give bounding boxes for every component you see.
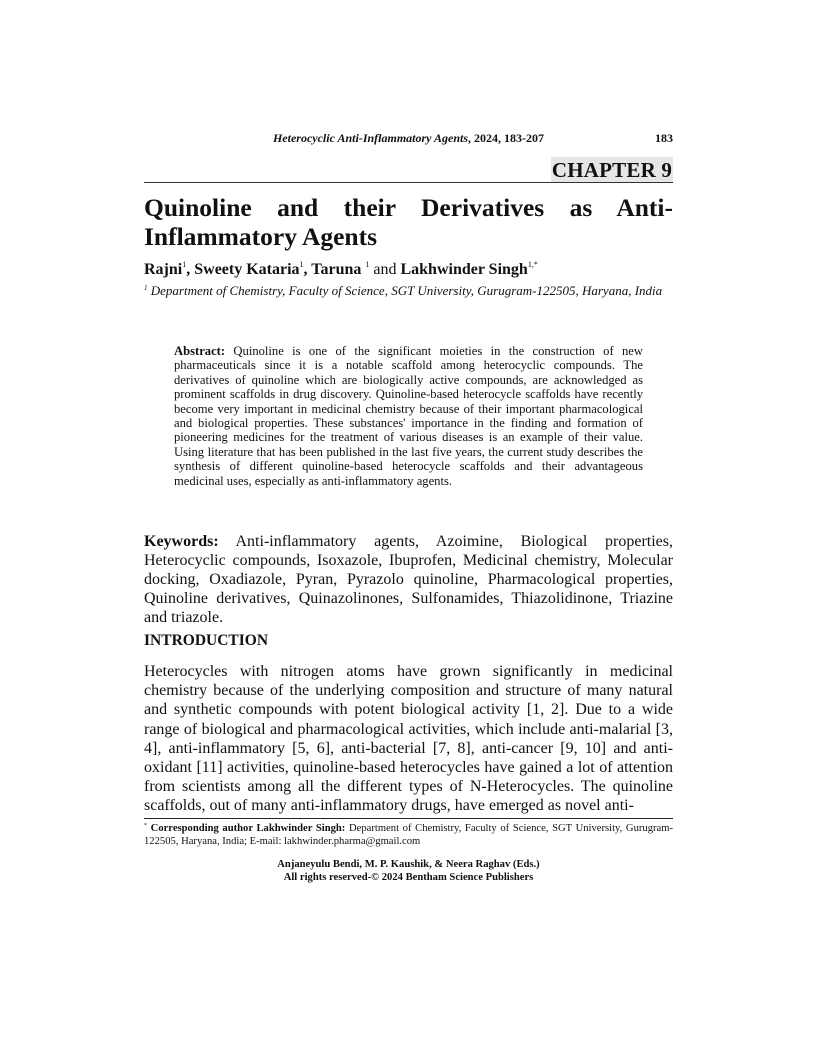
affiliation xyxy=(144,283,673,299)
author-name: Taruna xyxy=(311,261,362,278)
rights-line: All rights reserved-© 2024 Bentham Science Publishers xyxy=(283,872,534,883)
publisher-info xyxy=(144,858,673,884)
author-name: Sweety Kataria xyxy=(194,261,300,278)
author-separator: , xyxy=(303,261,312,278)
author-name: Rajni xyxy=(144,261,183,278)
author-affiliation-marker: 1 xyxy=(299,260,304,269)
author-affiliation-marker: 1 xyxy=(182,260,187,269)
page-number: 183 xyxy=(655,131,673,145)
author-separator: , xyxy=(186,261,195,278)
author-affiliation-marker: 1 xyxy=(365,260,370,269)
author-name: Lakhwinder Singh xyxy=(400,261,528,278)
footnote-text: Department of Chemistry, Faculty of Science, SGT University, Gurugram-122505, Haryana, India; E-mail: lakhwinder.pharma@gmail.com xyxy=(144,823,673,847)
author-separator: and xyxy=(369,261,401,278)
keywords-text: Anti-inflammatory agents, Azoimine, Biological properties, Heterocyclic compounds, Isoxazole, Ibuprofen, Medicinal chemistry, Molecular docking, Oxadiazole, Pyran, Pyrazolo quinoline, Pharmacological properties, Quinoline derivatives, Quinazolinones, Sulfonamides, Thiazolidinone, Triazine and triazole. xyxy=(144,533,673,626)
author-list xyxy=(144,261,673,279)
chapter-title-line-2: Inflammatory Agents xyxy=(144,222,378,251)
footnote-label: Corresponding author Lakhwinder Singh: xyxy=(147,823,346,834)
header-divider xyxy=(144,182,673,183)
chapter-label: CHAPTER 9 xyxy=(551,158,673,182)
running-head xyxy=(144,131,673,147)
abstract-label: Abstract: xyxy=(174,344,226,358)
abstract xyxy=(174,344,643,488)
editors-line: Anjaneyulu Bendi, M. P. Kaushik, & Neera Raghav (Eds.) xyxy=(277,859,540,870)
chapter-title-line-1: Quinoline and their Derivatives as Anti- xyxy=(144,193,673,222)
journal-year-pages: , 2024, 183-207 xyxy=(468,131,545,145)
keywords xyxy=(144,532,673,627)
footnote-marker: * xyxy=(144,823,147,829)
keywords-label: Keywords: xyxy=(144,533,219,550)
chapter-title xyxy=(144,193,673,251)
journal-citation xyxy=(144,131,673,146)
journal-title: Heterocyclic Anti-Inflammatory Agents xyxy=(272,131,469,145)
affiliation-marker: 1 xyxy=(144,284,148,292)
corresponding-author-footnote xyxy=(144,822,673,848)
abstract-text: Quinoline is one of the significant moieties in the construction of new pharmaceuticals since it is a notable scaffold among heterocyclic compounds. The derivatives of quinoline which are biologically active compounds, are acknowledged as prominent scaffolds in drug discovery. Quinoline-based heterocycle scaffolds have recently become very important in medicinal chemistry because of their important pharmacological and biological properties. These substances' importance in the finding and formation of pioneering medicines for the treatment of various diseases is an example of their value. Using literature that has been published in the last five years, the current study describes the synthesis of different quinoline-based heterocycle scaffolds and their advantageous medicinal uses, especially as anti-inflammatory agents. xyxy=(174,344,643,488)
introduction-paragraph: Heterocycles with nitrogen atoms have grown significantly in medicinal chemistry because of the underlying composition and structure of many natural and synthetic compounds with potent biological activity [1, 2]. Due to a wide range of biological and pharmacological activities, which include anti-malarial [3, 4], anti-inflammatory [5, 6], anti-bacterial [7, 8], anti-cancer [9, 10] and anti-oxidant [11] activities, quinoline-based heterocycles have gained a lot of attention from scientists among all the different types of N-Heterocycles. The quinoline scaffolds, out of many anti-inflammatory drugs, have emerged as novel anti- xyxy=(144,663,673,815)
affiliation-text: Department of Chemistry, Faculty of Science, SGT University, Gurugram-122505, Haryana, India xyxy=(147,283,663,298)
author-affiliation-marker: 1,* xyxy=(527,260,538,269)
section-heading-introduction: INTRODUCTION xyxy=(144,632,269,649)
footnote-divider xyxy=(144,818,673,819)
